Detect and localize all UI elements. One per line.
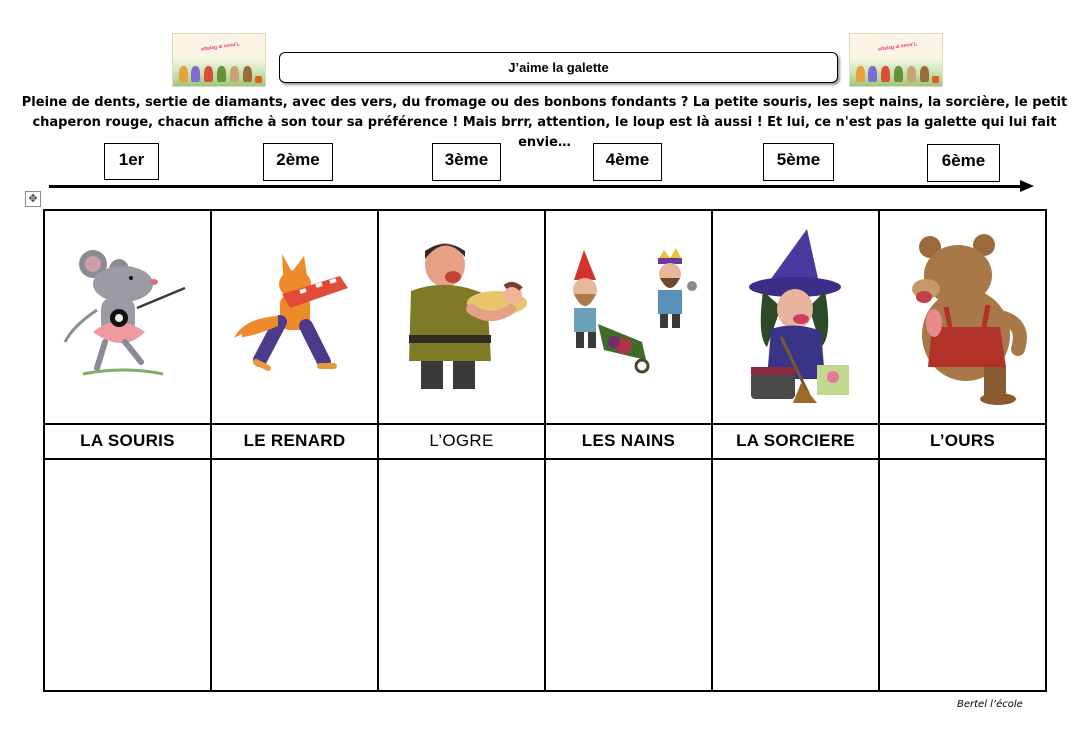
intro-line-1: Pleine de dents, sertie de diamants, avec des vers, du fromage ou des bonbons fondants ? La petite souris, les sept nains, la sorcière, le petit (21, 95, 1068, 110)
bear-illustration (888, 227, 1038, 407)
book-cover-title: ettelag al emia’L (200, 41, 241, 53)
answer-cell-2[interactable] (211, 459, 378, 691)
book-cover-right: · · · · · · · ettelag al emia’L (849, 33, 943, 87)
move-icon[interactable]: ✥ (25, 191, 41, 207)
name-cell-bear: L’OURS (879, 424, 1046, 459)
name-cell-witch: LA SORCIERE (712, 424, 879, 459)
ogre-illustration (387, 237, 537, 397)
answer-cell-5[interactable] (712, 459, 879, 691)
cell-ogre (378, 210, 545, 424)
pictures-row (44, 210, 1046, 424)
name-cell-fox: LE RENARD (211, 424, 378, 459)
answer-cell-1[interactable] (44, 459, 211, 691)
cell-bear (879, 210, 1046, 424)
fox-illustration (220, 242, 370, 392)
name-cell-mouse: LA SOURIS (44, 424, 211, 459)
order-arrow-head-icon (1020, 180, 1034, 192)
answer-cell-3[interactable] (378, 459, 545, 691)
names-row (44, 424, 1046, 459)
name-cell-ogre: L’OGRE (378, 424, 545, 459)
cell-dwarves (545, 210, 712, 424)
cell-mouse (44, 210, 211, 424)
page-title: J’aime la galette (279, 52, 838, 83)
rank-box-6: 6ème (927, 144, 1000, 182)
intro-text (20, 93, 1069, 153)
credit-text: Bertel l’école (957, 699, 1023, 710)
name-cell-dwarves: LES NAINS (545, 424, 712, 459)
book-cover-title: ettelag al emia’L (877, 41, 918, 53)
order-arrow-line (49, 185, 1023, 188)
rank-box-5: 5ème (763, 143, 834, 181)
intro-line-2: chaperon rouge, chacun affiche à son tour sa préférence ! Mais brrr, attention, le loup est là aussi ! Et lui, ce n'est pas la galette qui lui fait envie… (32, 115, 1057, 150)
answer-cell-4[interactable] (545, 459, 712, 691)
cell-witch (712, 210, 879, 424)
answer-row (44, 459, 1046, 691)
rank-box-3: 3ème (432, 143, 501, 181)
witch-illustration (721, 227, 871, 407)
mouse-illustration (53, 242, 203, 392)
characters-table (43, 209, 1047, 692)
dwarves-illustration (554, 242, 704, 392)
answer-cell-6[interactable] (879, 459, 1046, 691)
rank-box-4: 4ème (593, 143, 662, 181)
rank-box-1: 1er (104, 143, 159, 180)
book-cover-left: · · · · · · · ettelag al emia’L (172, 33, 266, 87)
cell-fox (211, 210, 378, 424)
rank-box-2: 2ème (263, 143, 333, 181)
